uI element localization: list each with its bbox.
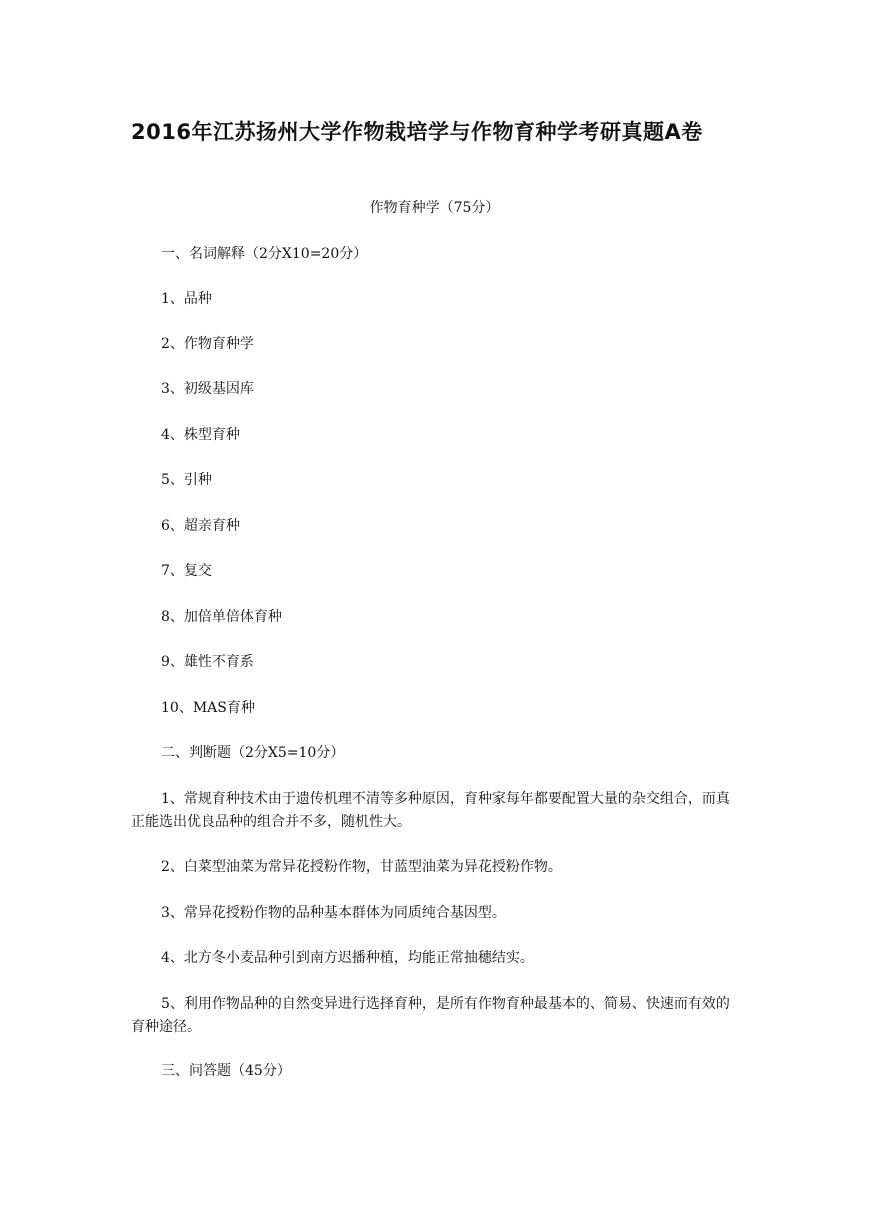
- term-item: 7、复交: [161, 563, 212, 579]
- section-3-heading: 三、问答题（45分）: [161, 1063, 291, 1079]
- term-item: 5、引种: [161, 472, 212, 488]
- term-item: 6、超亲育种: [161, 518, 240, 534]
- judgment-item: 1、常规育种技术由于遗传机理不清等多种原因，育种家每年都要配置大量的杂交组合，而真正能选出优良品种的组合并不多，随机性大。: [131, 791, 730, 830]
- term-item: 2、作物育种学: [161, 336, 254, 352]
- term-item: 9、雄性不育系: [161, 654, 254, 670]
- section-1-heading: 一、名词解释（2分X10=20分）: [161, 246, 368, 262]
- document-title: 2016年江苏扬州大学作物栽培学与作物育种学考研真题A卷: [131, 120, 703, 144]
- term-item: 4、株型育种: [161, 427, 240, 443]
- section-2-heading: 二、判断题（2分X5=10分）: [161, 745, 345, 761]
- term-item: 1、品种: [161, 291, 212, 307]
- document-subtitle: 作物育种学（75分）: [369, 200, 500, 216]
- term-item: 10、MAS育种: [161, 700, 255, 716]
- term-item: 3、初级基因库: [161, 381, 254, 397]
- judgment-item: 4、北方冬小麦品种引到南方迟播种植，均能正常抽穗结实。: [161, 950, 534, 966]
- judgment-item: 5、利用作物品种的自然变异进行选择育种，是所有作物育种最基本的、简易、快速而有效的育种途径。: [131, 996, 730, 1035]
- judgment-item: 3、常异花授粉作物的品种基本群体为同质纯合基因型。: [161, 905, 506, 921]
- term-item: 8、加倍单倍体育种: [161, 609, 282, 625]
- judgment-item: 2、白菜型油菜为常异花授粉作物，甘蓝型油菜为异花授粉作物。: [161, 859, 562, 875]
